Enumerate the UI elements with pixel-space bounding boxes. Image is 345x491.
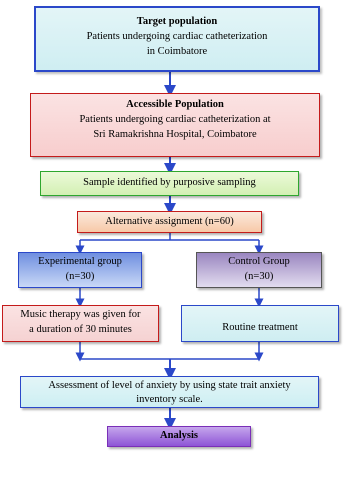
- assignment-box: [77, 211, 262, 233]
- control-group-label: Control Group: [228, 256, 290, 267]
- analysis-box: [107, 426, 251, 447]
- target-population-title: Target population: [136, 16, 218, 27]
- routine-treatment-text: Routine treatment: [222, 322, 298, 333]
- routine-treatment-box: [181, 305, 339, 342]
- assessment-box: [20, 376, 319, 408]
- music-therapy-line2: a duration of 30 minutes: [29, 323, 132, 335]
- music-therapy-line1: Music therapy was given for: [20, 309, 141, 320]
- assessment-line1: Assessment of level of anxiety by using state trait anxiety: [48, 380, 291, 391]
- analysis-text: Analysis: [160, 430, 198, 441]
- assignment-text: Alternative assignment (n=60): [105, 216, 234, 227]
- experimental-group-count: (n=30): [65, 270, 95, 282]
- sample-box: [40, 171, 299, 196]
- sample-text: Sample identified by purposive sampling: [83, 177, 256, 188]
- accessible-population-line1: Patients undergoing cardiac catheterization at: [79, 114, 271, 126]
- music-therapy-box: [2, 305, 159, 342]
- assessment-line2: inventory scale.: [136, 393, 203, 405]
- experimental-group-label: Experimental group: [38, 256, 122, 267]
- target-population-line1: Patients undergoing cardiac catheterization: [86, 31, 268, 43]
- target-population-line2: in Coimbatore: [146, 46, 208, 58]
- target-population-box: [34, 6, 320, 72]
- accessible-population-line2: Sri Ramakrishna Hospital, Coimbatore: [93, 129, 257, 141]
- accessible-population-title: Accessible Population: [126, 99, 224, 110]
- control-group-count: (n=30): [244, 270, 274, 282]
- control-group-box: [196, 252, 322, 288]
- experimental-group-box: [18, 252, 142, 288]
- accessible-population-box: [30, 93, 320, 157]
